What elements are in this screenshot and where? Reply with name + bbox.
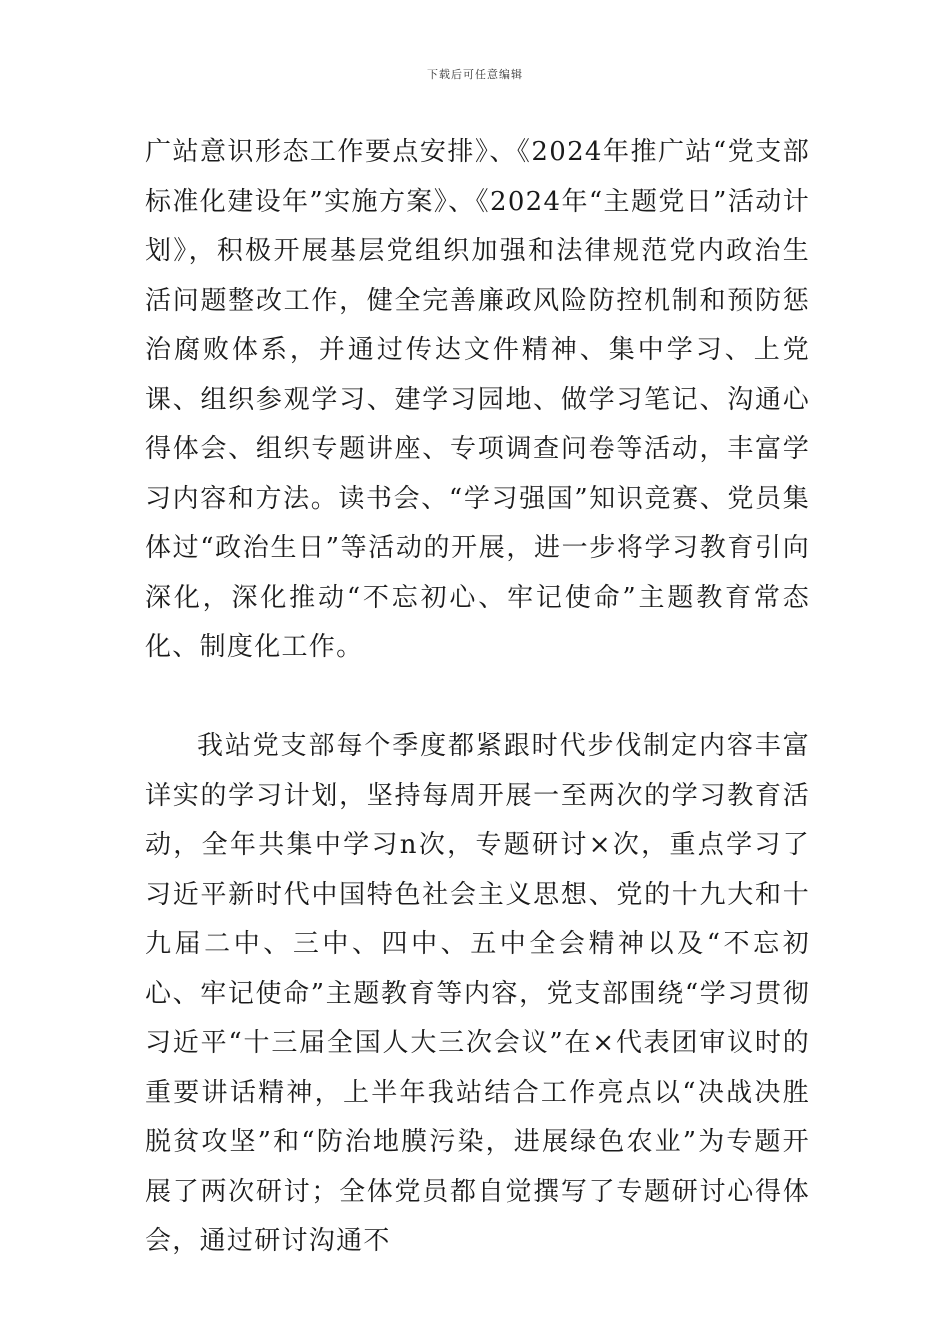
page-header-note: 下载后可任意编辑 bbox=[427, 68, 523, 81]
paragraph-2: 我站党支部每个季度都紧跟时代步伐制定内容丰富详实的学习计划，坚持每周开展一至两次的学习教育活动，全年共集中学习n次，专题研讨×次，重点学习了习近平新时代中国特色社会主义思想、党的十九大和十九届二中、三中、四中、五中全会精神以及“不忘初心、牢记使命”主题教育等内容，党支部围绕“学习贯彻习近平“十三届全国人大三次会议”在×代表团审议时的重要讲话精神，上半年我站结合工作亮点以“决战决胜脱贫攻坚”和“防治地膜污染，进展绿色农业”为专题开展了两次研讨；全体党员都自觉撰写了专题研讨心得体会，通过研讨沟通不 bbox=[145, 731, 810, 1256]
paragraph-1: 广站意识形态工作要点安排》、《2024年推广站“党支部标准化建设年”实施方案》、《2024年“主题党日”活动计划》，积极开展基层党组织加强和法律规范党内政治生活问题整改工作，健全完善廉政风险防控机制和预防惩治腐败体系，并通过传达文件精神、集中学习、上党课、组织参观学习、建学习园地、做学习笔记、沟通心得体会、组织专题讲座、专项调查问卷等活动，丰富学习内容和方法。读书会、“学习强国”知识竞赛、党员集体过“政治生日”等活动的开展，进一步将学习教育引向深化，深化推动“不忘初心、牢记使命”主题教育常态化、制度化工作。 bbox=[145, 137, 810, 662]
